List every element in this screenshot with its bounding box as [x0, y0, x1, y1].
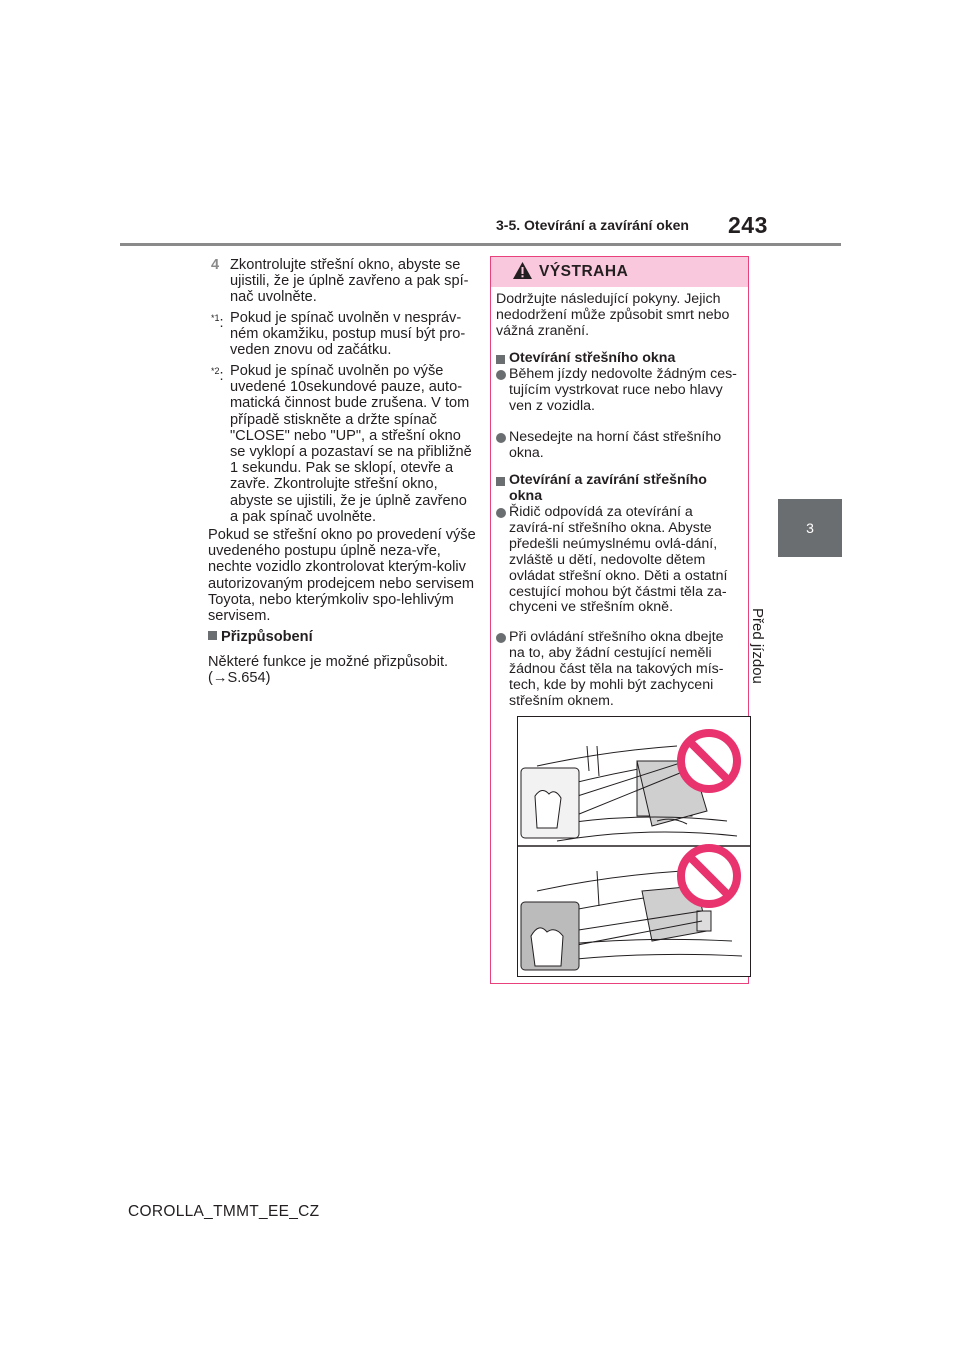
customization-heading: [208, 629, 313, 645]
circle-bullet-icon: [496, 508, 506, 518]
footnote-marker: *1: [211, 313, 220, 323]
warning-bullet: Při ovládání střešního okna dbejte na to, aby žádní cestující neměli žádnou část těla na takových mís-tech, kde by mohli být zachyceni střešním oknem.: [496, 630, 738, 710]
warning-triangle-icon: [513, 262, 532, 279]
square-bullet-icon: [496, 355, 505, 364]
warning-subheading: Otevírání střešního okna: [496, 351, 736, 367]
page-number: 243: [728, 212, 768, 238]
page-reference-link[interactable]: (→S.654): [208, 670, 271, 687]
chapter-number: 3: [806, 520, 814, 536]
square-bullet-icon: [208, 631, 217, 640]
body-paragraph: Pokud se střešní okno po provedení výše uvedeného postupu úplně neza-vře, nechte vozidlo zkontrolovat kterým-koliv autorizovaným prodejcem nebo servisem Toyota, nebo kterýmkoliv spo-lehlivým servisem.: [208, 527, 476, 625]
warning-bullet: Během jízdy nedovolte žádným ces-tujícím vystrkovat ruce nebo hlavy ven z vozidla.: [496, 367, 738, 415]
footnote-text: Pokud je spínač uvolněn po výše uvedené 10sekundové pauze, auto-matická činnost bude zrušena. V tom případě stiskněte a držte spínač "CLOSE" nebo "UP", a střešní okno se vyklopí a pozastaví se na přibližně 1 sekundu. Pak se sklopí, otevře a zavře. Zkontrolujte střešní okno, abyste se ujistili, že je úplně zavřeno a pak spínač uvolněte.: [230, 363, 472, 525]
step-number: 4: [211, 257, 220, 273]
chapter-label: Před jízdou: [749, 608, 766, 684]
footnote-text: Pokud je spínač uvolněn v nespráv-ném okamžiku, postup musí být pro-veden znovu od začátku.: [230, 310, 466, 359]
circle-bullet-icon: [496, 433, 506, 443]
warning-bullet: Nesedejte na horní část střešního okna.: [496, 430, 738, 462]
warning-intro: Dodržujte následující pokyny. Jejich nedodržení může způsobit smrt nebo vážná zranění.: [496, 291, 730, 339]
footnote-1: $^{*1}$: Pokud je spínač uvolněn v nespráv-ném okamžiku, postup musí být pro-veden znovu od začátku.: [211, 310, 473, 359]
warning-bullet: Řidič odpovídá za otevírání a zavírá-ní střešního okna. Abyste předešli neúmyslnému ovlá-dání, zvláště u dětí, nedovolte dětem ovládat střešní okno. Děti a ostatní cestující mohou být částmi těla za-chyceni ve střešním okně.: [496, 505, 738, 616]
customization-text: [208, 654, 476, 686]
footnote-2: $^{*2}$: Pokud je spínač uvolněn po výše uvedené 10sekundové pauze, auto-matická činnost bude zrušena. V tom případě stiskněte a držte spínač "CLOSE" nebo "UP", a střešní okno se vyklopí a pozastaví se na přibližně 1 sekundu. Pak se sklopí, otevře a zavře. Zkontrolujte střešní okno, abyste se ujistili, že je úplně zavřeno a pak spínač uvolněte.: [211, 363, 472, 525]
step-text: Zkontrolujte střešní okno, abyste se ujistili, že je úplně zavřeno a pak spí-nač uvolněte.: [230, 257, 469, 306]
circle-bullet-icon: [496, 633, 506, 643]
heading-text: Přizpůsobení: [221, 629, 313, 645]
warning-subheading: Otevírání a zavírání střešního okna: [496, 473, 736, 505]
sunroof-hazard-illustration: [517, 716, 751, 977]
warning-title: VÝSTRAHA: [539, 263, 629, 280]
customization-sentence: Některé funkce je možné přizpůsobit.: [208, 654, 449, 670]
document-footer: COROLLA_TMMT_EE_CZ: [128, 1203, 320, 1220]
header-rule: [120, 243, 841, 246]
footnote-marker: *2: [211, 366, 220, 376]
square-bullet-icon: [496, 477, 505, 486]
step-4: [211, 257, 473, 306]
section-title: 3-5. Otevírání a zavírání oken: [496, 217, 689, 233]
circle-bullet-icon: [496, 370, 506, 380]
